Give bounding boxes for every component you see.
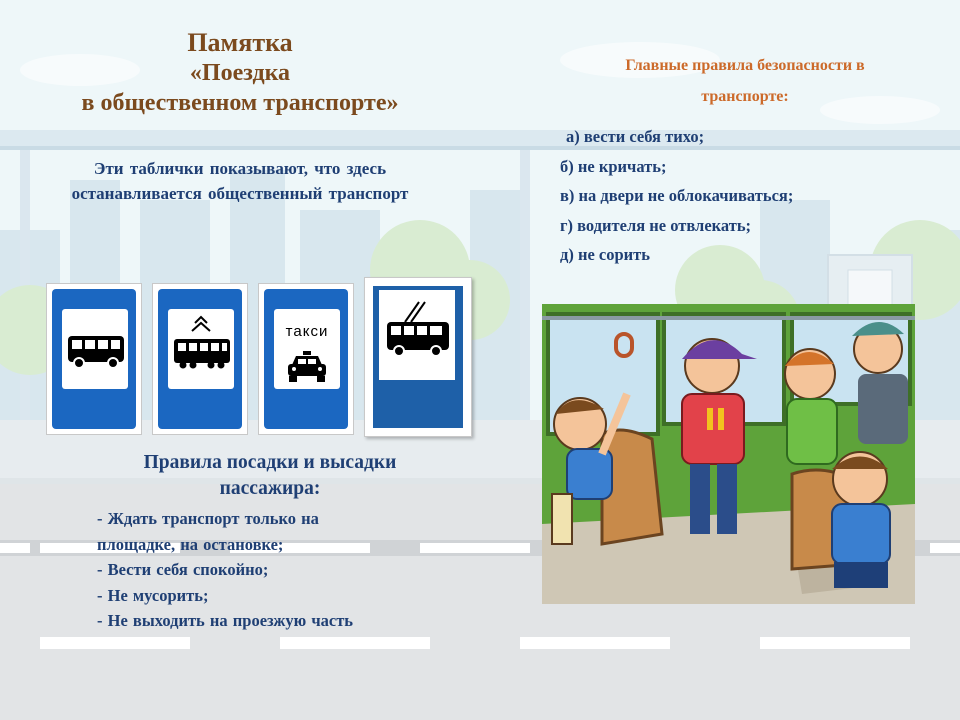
children-in-bus-illustration — [542, 304, 915, 604]
safety-rules-list — [560, 122, 940, 270]
boarding-rules-title — [90, 450, 450, 502]
list-item: - Не выходить на проезжую часть — [97, 611, 354, 630]
bus-stop-sign-icon — [62, 309, 128, 389]
signs-note-line1: Эти таблички показывают, что здесь — [93, 159, 387, 178]
list-item: - Не мусорить; — [97, 585, 209, 605]
tram-stop-sign — [152, 283, 248, 435]
list-item: площадке, на остановке; — [97, 534, 284, 554]
taxi-stand-sign — [258, 283, 354, 435]
boarding-rules-list — [97, 506, 457, 634]
safety-rules-title — [560, 50, 930, 112]
memo-title-line1: Памятка — [187, 28, 293, 57]
transport-signs — [46, 277, 472, 439]
boarding-title-line2: пассажира: — [219, 478, 321, 499]
memo-title-line2: «Поездка — [189, 60, 291, 86]
safety-title-line1: Главные правила безопасности в — [625, 57, 865, 74]
memo-title-line3: в общественном транспорте» — [81, 90, 399, 116]
taxi-stand-sign-icon — [274, 309, 340, 389]
taxi-label: такси — [285, 323, 329, 340]
list-item: б) не кричать; — [560, 156, 667, 176]
list-item: г) водителя не отвлекать; — [560, 215, 752, 235]
memo-title — [30, 28, 450, 118]
signs-note-line2: останавливается общественный транспорт — [71, 184, 409, 203]
trolleybus-stop-sign-icon — [379, 290, 455, 380]
list-item: в) на двери не облокачиваться; — [560, 186, 794, 205]
list-item: д) не сорить — [560, 245, 651, 264]
list-item: а) вести себя тихо; — [566, 127, 705, 146]
boarding-title-line1: Правила посадки и высадки — [143, 452, 397, 473]
bus-stop-sign — [46, 283, 142, 435]
list-item: - Ждать транспорт только на — [97, 509, 319, 528]
signs-note — [30, 156, 450, 206]
tram-stop-sign-icon — [168, 309, 234, 389]
safety-title-line2: транспорте: — [701, 88, 789, 105]
list-item: - Вести себя спокойно; — [97, 560, 269, 579]
trolleybus-stop-sign — [364, 277, 472, 437]
